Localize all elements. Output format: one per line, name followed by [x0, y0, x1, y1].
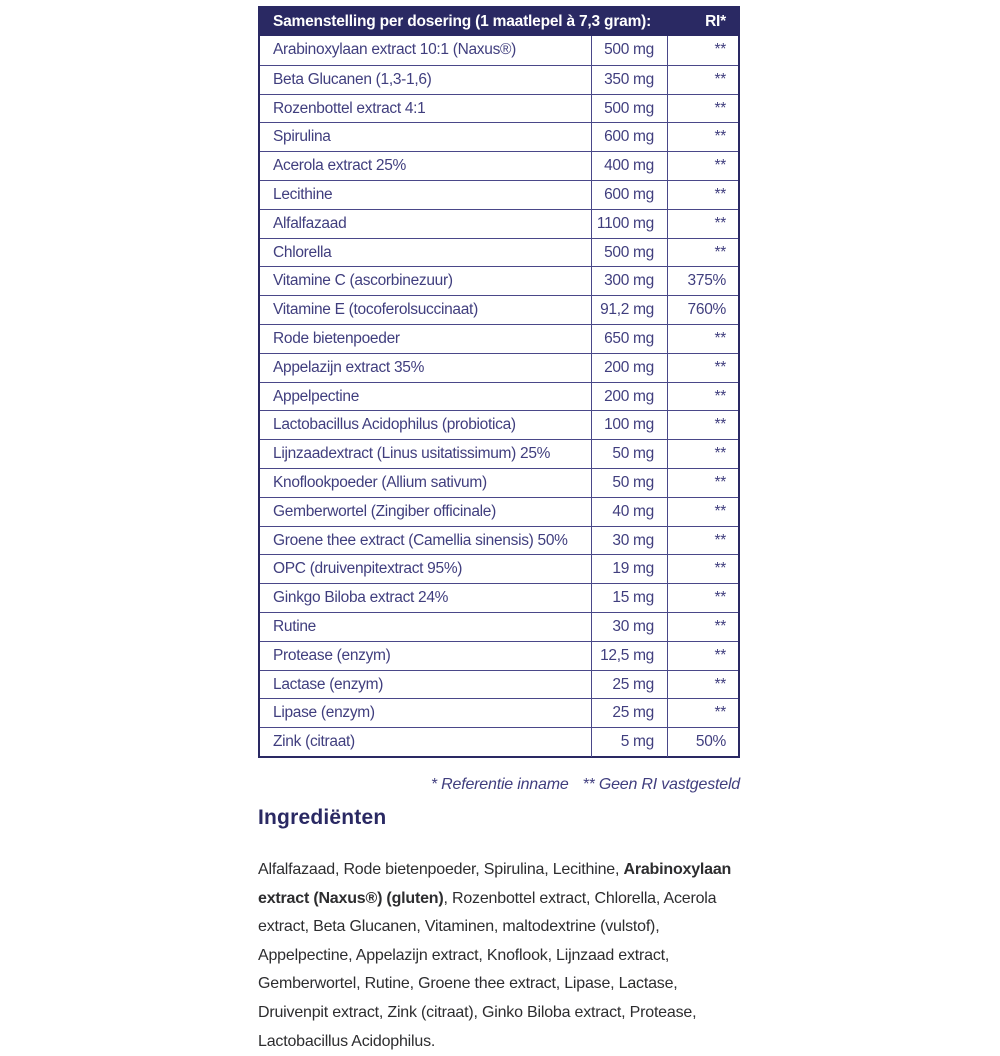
table-row [260, 583, 738, 612]
cell-ri: ** [667, 584, 738, 613]
table-row [260, 554, 738, 583]
cell-amount: 200 mg [591, 383, 667, 412]
cell-amount: 5 mg [591, 728, 667, 757]
table-row [260, 382, 738, 411]
cell-name: Chlorella [273, 243, 332, 261]
cell-ri: ** [667, 613, 738, 642]
table-row [260, 65, 738, 94]
cell-ri: ** [667, 469, 738, 498]
cell-ri: ** [667, 527, 738, 556]
cell-amount: 650 mg [591, 325, 667, 354]
table-row [260, 209, 738, 238]
table-rows [260, 36, 738, 756]
cell-ri: ** [667, 239, 738, 268]
cell-ri: ** [667, 498, 738, 527]
cell-ri: ** [667, 210, 738, 239]
ingredients-text-bold: Arabinoxylaan extract (Naxus®) (gluten) [258, 861, 732, 907]
table-row [260, 526, 738, 555]
cell-ri: ** [667, 671, 738, 700]
cell-amount: 12,5 mg [591, 642, 667, 671]
table-row [260, 353, 738, 382]
cell-amount: 200 mg [591, 354, 667, 383]
table-row [260, 698, 738, 727]
table-row [260, 266, 738, 295]
cell-name: OPC (druivenpitextract 95%) [273, 560, 463, 578]
cell-ri: 50% [667, 728, 738, 757]
table-row [260, 36, 738, 65]
ingredients-heading: Ingrediënten [258, 806, 387, 829]
table-row [260, 151, 738, 180]
cell-name: Groene thee extract (Camellia sinensis) 50% [273, 531, 568, 549]
ingredients-text-end: , Rozenbottel extract, Chlorella, Acerola extract, Beta Glucanen, Vitaminen, maltodextrine (vulstof), Appelpectine, Appelazijn extract, Knoflook, Lijnzaad extract, Gemberwortel, Rutine, Groene thee extract, Lipase, Lactase, Druivenpit extract, Zink (citraat), Ginko Biloba extract, Protease, Lactobacillus Acidophilus. [258, 889, 717, 1050]
cell-ri: ** [667, 123, 738, 152]
table-row [260, 727, 738, 756]
cell-ri: ** [667, 152, 738, 181]
cell-name: Beta Glucanen (1,3-1,6) [273, 70, 432, 88]
cell-ri: 375% [667, 267, 738, 296]
cell-amount: 600 mg [591, 123, 667, 152]
table-row [260, 122, 738, 151]
cell-name: Appelazijn extract 35% [273, 358, 425, 376]
table-title: Samenstelling per dosering (1 maatlepel à 7,3 gram): [273, 13, 652, 30]
cell-ri: ** [667, 354, 738, 383]
table-row [260, 180, 738, 209]
cell-name: Arabinoxylaan extract 10:1 (Naxus®) [273, 41, 517, 58]
cell-name: Alfalfazaad [273, 214, 347, 232]
ingredients-text-start: Alfalfazaad, Rode bietenpoeder, Spirulina, Lecithine, [258, 861, 624, 878]
cell-ri: ** [667, 642, 738, 671]
cell-ri: ** [667, 699, 738, 728]
cell-ri: ** [667, 66, 738, 95]
cell-amount: 400 mg [591, 152, 667, 181]
cell-amount: 600 mg [591, 181, 667, 210]
cell-name: Vitamine C (ascorbinezuur) [273, 272, 453, 290]
cell-ri: 760% [667, 296, 738, 325]
table-row [260, 497, 738, 526]
cell-ri: ** [667, 555, 738, 584]
cell-amount: 500 mg [591, 239, 667, 268]
table-row [260, 468, 738, 497]
cell-amount: 1100 mg [591, 210, 667, 239]
table-row [260, 641, 738, 670]
supplement-facts-table [258, 6, 740, 758]
cell-ri: ** [667, 95, 738, 124]
cell-amount: 91,2 mg [591, 296, 667, 325]
table-row [260, 238, 738, 267]
cell-name: Lijnzaadextract (Linus usitatissimum) 25% [273, 445, 551, 463]
cell-name: Lecithine [273, 185, 333, 203]
cell-amount: 15 mg [591, 584, 667, 613]
cell-amount: 25 mg [591, 671, 667, 700]
footnote-reference-intake: * Referentie inname [430, 776, 569, 793]
cell-amount: 500 mg [591, 36, 667, 65]
cell-name: Protease (enzym) [273, 646, 391, 664]
cell-amount: 40 mg [591, 498, 667, 527]
cell-name: Appelpectine [273, 387, 360, 405]
table-row [260, 94, 738, 123]
cell-name: Gemberwortel (Zingiber officinale) [273, 502, 496, 520]
cell-amount: 350 mg [591, 66, 667, 95]
cell-name: Knoflookpoeder (Allium sativum) [273, 473, 487, 491]
cell-name: Lactobacillus Acidophilus (probiotica) [273, 416, 516, 434]
cell-amount: 30 mg [591, 613, 667, 642]
cell-amount: 50 mg [591, 469, 667, 498]
table-row [260, 324, 738, 353]
cell-name: Vitamine E (tocoferolsuccinaat) [273, 301, 478, 319]
cell-amount: 50 mg [591, 440, 667, 469]
ri-column-header: RI* [705, 13, 726, 30]
table-header-row [260, 8, 738, 36]
table-row [260, 439, 738, 468]
cell-amount: 25 mg [591, 699, 667, 728]
cell-name: Rutine [273, 617, 317, 635]
cell-name: Acerola extract 25% [273, 157, 407, 175]
cell-amount: 19 mg [591, 555, 667, 584]
cell-amount: 500 mg [591, 95, 667, 124]
cell-ri: ** [667, 411, 738, 440]
footnote-no-ri: ** Geen RI vastgesteld [582, 776, 740, 793]
table-row [260, 410, 738, 439]
cell-ri: ** [667, 440, 738, 469]
cell-name: Ginkgo Biloba extract 24% [273, 589, 449, 607]
table-row [260, 670, 738, 699]
cell-ri: ** [667, 36, 738, 65]
cell-name: Lipase (enzym) [273, 704, 375, 722]
cell-amount: 300 mg [591, 267, 667, 296]
cell-name: Lactase (enzym) [273, 675, 384, 693]
cell-ri: ** [667, 181, 738, 210]
footnote [258, 776, 740, 794]
cell-name: Zink (citraat) [273, 733, 355, 751]
ingredients-paragraph [258, 856, 744, 1056]
table-row [260, 612, 738, 641]
cell-ri: ** [667, 325, 738, 354]
cell-name: Spirulina [273, 128, 331, 146]
cell-ri: ** [667, 383, 738, 412]
cell-name: Rode bietenpoeder [273, 329, 400, 347]
table-row [260, 295, 738, 324]
cell-amount: 30 mg [591, 527, 667, 556]
cell-amount: 100 mg [591, 411, 667, 440]
cell-name: Rozenbottel extract 4:1 [273, 99, 426, 117]
